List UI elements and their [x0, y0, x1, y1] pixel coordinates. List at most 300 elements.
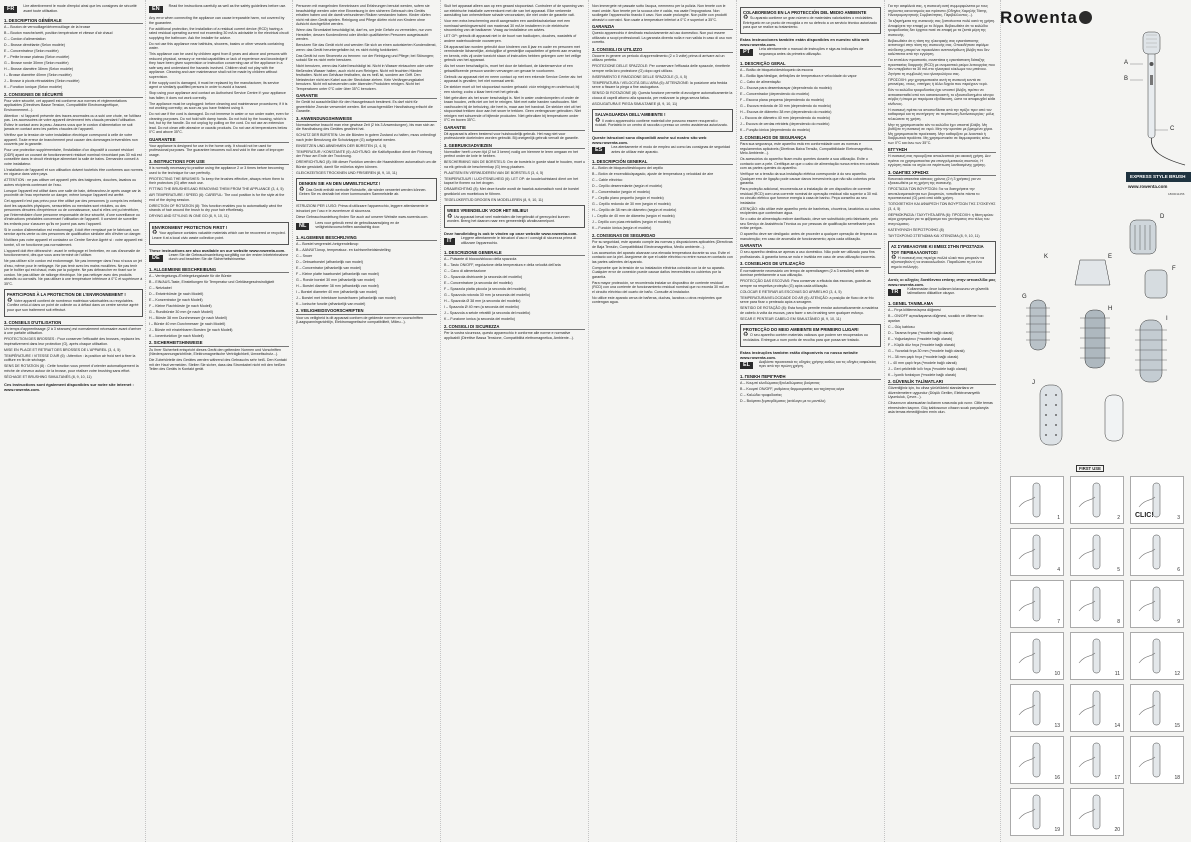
paragraph: A – Botón de bloqueo/desbloqueo del cepillo	[592, 166, 663, 171]
text-column	[592, 4, 733, 838]
paragraph: H – Escova de diâmetro 38 mm (dependendo do modelo)	[740, 110, 832, 115]
paragraph: TEMPÉRATURE / VITESSE D'AIR (6) : Attention : la position air froid sert à fixer la coiffure en fin de séchage.	[4, 353, 136, 363]
environment-box	[592, 109, 733, 132]
paragraph: ATTENTION : ne pas utiliser cet appareil près des baignoires, douches, lavabos ou autres récipients contenant de l'eau.	[4, 178, 137, 187]
paragraph: É normalmente necessário um tempo de aprendizagem (2 a 3 sessões) antes de dominar perfeitamente a sua utilização.	[740, 268, 869, 278]
paragraph: MISE EN PLACE ET RETRAIT DES BROSSES DE L'APPAREIL (3, 4, 5)	[4, 347, 121, 352]
paragraph: Η συσκευή πρέπει να αποσυνδέεται από την πρίζα: πριν από τον καθαρισμό και τη συντήρηση· σε περίπτωση δυσλειτουργίας· μόλις τελειώσετε τη χρήση.	[888, 107, 995, 121]
section-heading: 1. GENEL TANIMLAMA	[888, 301, 996, 307]
paragraph: Das Gerät ist vom Stromnetz zu trennen: vor der Reinigung und Pflege; bei Störungen; sobald Sie es nicht mehr benutzen.	[296, 53, 435, 62]
paragraph: Un temps d'apprentissage (2 à 3 séances) est normalement nécessaire avant d'arriver à une parfaite utilisation.	[4, 326, 142, 336]
paragraph: SCHUTZ DER BÜRSTEN: Um die Bürsten in gutem Zustand zu halten, muss unbedingt nach jeder Benutzung die Schutzkappe (G) aufgesetzt werden.	[296, 133, 436, 142]
usage-step-panel	[1070, 684, 1124, 732]
section-heading: 1. DESCRIZIONE GENERALE	[444, 250, 585, 256]
section-heading: 1. ALGEMENE BESCHRIJVING	[296, 235, 437, 241]
paragraph: It is normally necessary to practise using the appliance 2 or 3 times before becoming used to the technique for use perfectly.	[149, 166, 284, 175]
paragraph: B – Bouton marche/arrêt, position température et vitesse d'air chaud	[4, 31, 113, 36]
paragraph: Your appliance is designed for use in the home only. It should not be used for professional purposes. The guarantee becomes null and void in the case of improper usage.	[149, 143, 284, 157]
paragraph: Do not use this appliance near bathtubs, showers, basins or other vessels containing water.	[149, 41, 284, 50]
step-number: 2	[1117, 515, 1120, 521]
paragraph: Ihr Gerät ist ausschließlich für den Hausgebrauch bestimmt. Es darf nicht für gewerbliche Zwecke verwendet werden. Bei unsachgemäßer Handhabung erlischt die Garantie.	[296, 100, 433, 114]
environment-box-text: ♻ Η συσκευή σας περιέχει πολλά υλικά που μπορούν να αξιοποιηθούν ή να ανακυκλωθούν. Παραδώστε τη σε ένα σημείο συλλογής.	[891, 254, 985, 269]
paragraph: D – Spazzola districante (a seconda del modello)	[444, 275, 523, 280]
paragraph: G – Ronde borstel 30 mm (afhankelijk van model)	[296, 277, 376, 282]
paragraph: Pour une protection supplémentaire, l'installation d'un dispositif à courant résiduel (DDR) ayant un courant de fonctionnement résiduel nominal n'excédant pas 30 mA est conseillée dans le circuit électrique alimentant la salle de bains. Demandez conseil à votre installateur.	[4, 148, 142, 166]
paragraph: D – Entwirrbürste (je nach Modell)	[149, 291, 204, 296]
language-intro: Διαβάστε προσεκτικά τις οδηγίες χρήσης καθώς και τις οδηγίες ασφαλείας πριν από την πρώτη χρήση.	[759, 359, 877, 369]
usage-step-panel	[1070, 580, 1124, 628]
environment-box-title: PARTICIPONS À LA PROTECTION DE L'ENVIRONNEMENT !	[7, 292, 126, 298]
environment-box-title: WEES VRIENDELIJK VOOR HET MILIEU!	[447, 208, 528, 214]
step-number: 6	[1177, 567, 1180, 573]
environment-box	[4, 289, 143, 316]
paragraph: This appliance can be used by children aged from 8 years and above and persons with reduced physical, sensory or mental capabilities or lack of experience and knowledge if they have been given supervision or instruction concerning use of the appliance in a safe way and understand the hazards involved. Children shall not play with the appliance. Cleaning and user maintenance shall not be made by children without supervision.	[149, 52, 288, 79]
paragraph: ΤΑΥΤΟΧΡΟΝΟ ΣΤΕΓΝΩΜΑ ΚΑΙ ΧΤΕΝΙΣΜΑ (8, 9, 10, 11)	[888, 233, 980, 238]
environment-box	[888, 241, 996, 273]
text-column	[740, 4, 881, 838]
figure-letter: D	[1160, 214, 1165, 220]
paragraph: A – Pulsante di blocco/sblocco della spazzola	[444, 257, 517, 262]
paragraph: D – Cepillo desenredante (según el modelo)	[592, 184, 663, 189]
section-heading: 1. DESCRIPCIÓN GENERAL	[592, 159, 733, 165]
step-number: 7	[1057, 619, 1060, 625]
usage-step-panel	[1130, 632, 1184, 680]
step-number: 12	[1174, 671, 1180, 677]
paragraph: O seu aparelho destina-se apenas a uso doméstico. Não pode ser utilizado para fins profissionais. A garantia torna-se nula e inválida em caso de uma utilização incorreta.	[740, 250, 876, 259]
paragraph: Personen mit mangelnden Kenntnissen und Erfahrungen benutzt werden, sofern sie beaufsichtigt werden oder eine Einweisung in den sicheren Gebrauch des Geräts erhalten haben und die damit verbundenen Risiken verstanden haben. Kinder dürfen nicht mit dem Gerät spielen. Reinigung und Pflege dürfen nicht von Kindern ohne Aufsicht durchgeführt werden.	[296, 4, 431, 26]
usage-step-panel	[1010, 684, 1064, 732]
language-intro: Lea atentamente el modo de empleo así como las consignas de seguridad antes de utilizar este aparato.	[611, 145, 731, 154]
paragraph: Questo apparecchio è destinato esclusivamente ad uso domestico. Non può essere utilizzato a scopi professionali. La garanzia diventa nulla e non valida in caso di uso non corretto.	[592, 31, 732, 45]
logo-mark-icon	[1079, 11, 1092, 24]
paragraph: Attention : si l'appareil présente des traces anormales ou a subi une chute, ne l'utilisez pas. Les accessoires de votre appareil deviennent très chauds pendant l'utilisation. Évitez le contact avec la peau. Assurez-vous que le cordon d'alimentation ne soit jamais en contact avec les parties chaudes de l'appareil.	[4, 113, 142, 132]
environment-box-title: COLABOREMOS EN LA PROTECCIÓN DEL MEDIO AMBIENTE	[743, 10, 867, 15]
paragraph: L'appareil doit être débranché : avant le nettoyage et l'entretien, en cas d'anomalie de fonctionnement, dès que vous avez terminé de l'utiliser.	[4, 248, 141, 258]
paragraph: Niet gebruiken als het snoer beschadigd is. Niet in water onderdompelen of onder de kraan houden, zelfs niet om het te reinigen. Niet met natte handen vasthouden. Niet vasthouden bij de behuizing, die heet is, maar aan het handvat. De stekker niet uit het stopcontact trekken door aan het snoer te trekken. Geen verlengsnoer gebruiken. Niet reinigen met schurende of bijtende producten. Niet gebruiken bij temperaturen onder 0°C en boven 35°C.	[444, 95, 581, 122]
paragraph: F – Spazzola piatta piccola (a seconda del modello)	[444, 287, 527, 292]
document-code: 1800011256	[1168, 192, 1185, 196]
language-tag: ES	[592, 147, 605, 154]
website-note: Ces instructions sont également disponibles sur notre site internet : www.rowenta.com.	[4, 382, 134, 393]
paragraph: G – Spazzola rotonda 30 mm (a seconda del modello)	[444, 293, 531, 298]
brand-logo	[1000, 8, 1092, 28]
language-tag: EN	[149, 6, 163, 13]
paragraph: SENSO DI ROTAZIONE (8): Questa funzione permette di avvolgere automaticamente la ciocca di capelli attorno alla spazzola, per realizzare la piega senza fatica.	[592, 91, 733, 100]
concentrator	[1075, 260, 1110, 285]
paragraph: TEMPERATURA / VELOCITÀ DELL'ARIA (6): ATTENZIONE: la posizione aria fredda serve a fissare la piega a fine asciugatura.	[592, 80, 728, 90]
step-illustration	[1071, 581, 1123, 627]
detangling-brush	[1130, 220, 1156, 254]
paragraph: E – Yoğunlaştırıcı (*modele bağlı olarak)	[888, 336, 953, 341]
usage-step-panel	[1130, 528, 1184, 576]
section-heading: 3. CONSELHOS DE UTILIZAÇÃO	[740, 261, 881, 267]
usage-step-panel	[1070, 632, 1124, 680]
section-heading: 1. ΓΕΝΙΚΗ ΠΕΡΙΓΡΑΦΗ	[740, 374, 881, 380]
paragraph: SENTIDO DE ROTAÇÃO (8): Esta função permite enrolar automaticamente a madeixa de cabelo à volta da escova, para fazer o seu brushing sem qualquer esforço.	[740, 306, 879, 315]
paragraph: Para mayor protección, se recomienda instalar un dispositivo de corriente residual (RCD) con una corriente de funcionamiento residual nominal que no exceda 30 mA en el circuito eléctrico del cuarto de baño. Consulte al instalador.	[592, 280, 730, 294]
step-number: 18	[1174, 775, 1180, 781]
language-header	[296, 221, 437, 233]
paragraph: Vérifiez que la tension de votre installation électrique correspond à celle de votre appareil. Toute erreur de branchement peut causer des dommages irréversibles non couverts par la garantie.	[4, 133, 138, 147]
paragraph: DIRECTION OF ROTATION (8): This function enables you to automatically wind the strands of hair around the brush to dry your hair effortlessly.	[149, 203, 283, 213]
paragraph: FITTING THE BRUSHES AND REMOVING THEM FROM THE APPLIANCE (3, 4, 5)	[149, 187, 284, 192]
lock-button	[1150, 62, 1154, 66]
environment-box-title: PROTECÇÃO DO MEIO AMBIENTE EM PRIMEIRO LUGAR!	[743, 327, 859, 333]
paragraph: F – Cepillo plano pequeño (según el modelo)	[592, 196, 664, 201]
usage-step-panel	[1010, 788, 1064, 836]
paragraph: Μην τη χρησιμοποιείτε εάν το καλώδιο έχει υποστεί βλάβη. Μη βυθίζετε τη συσκευή σε νερό. Μην την κρατάτε με βρεγμένα χέρια. Μη χρησιμοποιείτε προέκταση. Μην καθαρίζετε με λειαντικά ή διαβρωτικά προϊόντα. Μη χρησιμοποιείτε σε θερμοκρασίες κάτω των 0°C και άνω των 35°C.	[888, 122, 993, 145]
paragraph: The appliance must be unplugged: before cleaning and maintenance procedures; if it is not working correctly; as soon as you have finished using it.	[149, 101, 288, 110]
section-heading: 2. GÜVENLİK TALİMATLARI	[888, 379, 996, 385]
paragraph: E – Concentrator (afhankelijk van model)	[296, 265, 362, 270]
brush-handle	[1148, 48, 1155, 138]
power-switch	[1150, 75, 1153, 85]
paragraph: A – Κουμπί κλειδώματος/ξεκλειδώματος βούρτσας	[740, 380, 820, 385]
environment-box-text: ♻ Su aparato contiene un gran número de materiales valorizables o reciclables. Entréguelo en un punto de recogida o en su defecto a un servicio técnico autorizado para que se realice su tratamiento.	[743, 15, 878, 30]
paragraph: Se o cabo de alimentação estiver danificado, deve ser substituído pelo fabricante, pelo seu Serviço de Assistência Técnica ou por pessoas de qualificação semelhante para evitar perigos.	[740, 217, 879, 231]
step-number: 13	[1054, 723, 1060, 729]
paragraph: I – 40 mm çaplı fırça (*modele bağlı olarak)	[888, 360, 957, 365]
paragraph: PROTECÇÃO DAS ESCOVAS: Para conservar a eficácia das escovas, guarde-as sempre na respetiva proteção (G) após cada utilização.	[740, 279, 871, 288]
paragraph: F – Kleine Flachbürste (je nach Modell)	[149, 303, 212, 308]
step-illustration	[1071, 529, 1123, 575]
section-heading: GARANTIE	[444, 125, 585, 131]
language-tag: NL	[296, 223, 309, 230]
website-note: Αυτές οι οδηγίες διατίθενται επίσης στην ιστοσελίδα μας www.rowenta.com.	[888, 276, 996, 287]
paragraph: Benutzen Sie das Gerät nicht und wenden Sie sich an einen autorisierten Kundendienst, wenn: das Gerät heruntergefallen ist; es nicht richtig funktioniert.	[296, 43, 437, 52]
retractable-brush	[1040, 385, 1062, 445]
language-header	[4, 4, 143, 16]
paragraph: J – Spazzola a setole retrattili (a seconda del modello)	[444, 311, 531, 316]
section-heading: 2. CONSIGLI DI SICUREZZA	[444, 324, 585, 330]
paragraph: Para sua segurança, este aparelho está em conformidade com as normas e regulamentos aplicáveis (Diretivas Baixa Tensão, Compatibilidade Eletromagnética, Meio Ambiente...).	[740, 142, 873, 156]
usage-step-panel	[1010, 736, 1064, 784]
step-number: 3	[1177, 515, 1180, 521]
protective-cap	[1105, 395, 1123, 441]
fold-line	[440, 0, 441, 842]
paragraph: J – Geri çekilebilir kıllı fırça (*modele bağlı olarak)	[888, 366, 967, 371]
language-header	[444, 236, 585, 248]
language-intro: Leia atentamente o manual de instruções e siga as indicações de segurança antes da primeira utilização.	[759, 47, 864, 56]
paragraph: LET OP: gebruik dit apparaat niet in de buurt van badkuipen, douches, wastafels of andere waterhoudende voorwerpen.	[444, 34, 577, 43]
language-header	[740, 47, 881, 59]
paragraph: K – Função iónica (dependendo do modelo)	[740, 128, 810, 133]
paragraph: K – Ionenfunktion (je nach Modell)	[149, 333, 204, 338]
language-header	[149, 253, 289, 265]
paragraph: Cihazınızın aksesuarları kullanım sırasında çok ısınır. Ciltle temas etmesinden kaçının. Güç kablosunun cihazın sıcak parçalarıyla asla temas etmediğinden emin olun.	[888, 401, 993, 415]
section-heading: GARANTIA	[740, 243, 881, 249]
paragraph: INSERIMENTO E RIMOZIONE DELLE SPAZZOLE (3, 4, 5)	[592, 74, 687, 79]
paragraph: Voor uw veiligheid is dit apparaat conform de geldende normen en voorschriften (Laagspanningsrichtlijn, Elektromagnetische compatibiliteit, Milieu...).	[296, 315, 424, 325]
paragraph: Lorsque l'appareil est utilisé dans une salle de bain, débranchez-le après usage car la proximité de l'eau représente un danger, même lorsque l'appareil est arrêté.	[4, 188, 141, 198]
figure-letter: F	[1172, 266, 1176, 272]
website: www.rowenta.com	[1128, 184, 1168, 189]
language-intro: Lire attentivement le mode d'emploi ainsi que les consignes de sécurité avant toute utilisation.	[23, 4, 137, 13]
paragraph: J – Cepillo con púas retráctiles (según el modelo)	[592, 220, 671, 225]
paragraph: C – Cordon d'alimentation	[4, 37, 46, 42]
step-illustration	[1071, 477, 1123, 523]
paragraph: Die Zubehörteile des Gerätes werden während des Gebrauchs sehr heiß. Den Kontakt mit der Haut vermeiden. Stellen Sie sicher, dass das Stromkabel nicht mit den heißen Teilen des Geräts in Kontakt gerät.	[149, 358, 287, 372]
paragraph: G – Brosse ronde 30mm (Selon modèle)	[4, 61, 69, 66]
usage-step-panel	[1070, 788, 1124, 836]
language-tag: PT	[740, 49, 753, 56]
paragraph: Wenn das Stromkabel beschädigt ist, darf es, um jede Gefahr zu vermeiden, nur vom Hersteller, dessen Kundendienst oder ähnlich qualifizierten Personen ausgetauscht werden.	[296, 28, 432, 41]
paragraph: Zu Ihrer Sicherheit entspricht dieses Gerät den geltenden Normen und Vorschriften (Niederspannungsrichtlinie, Elektromagnetische Verträglichkeit, Umweltschutz...).	[149, 347, 282, 357]
step-number: 14	[1114, 723, 1120, 729]
first-use-label: FIRST USE	[1076, 465, 1104, 472]
recycle-icon: ♻	[299, 186, 307, 193]
paragraph: Any error when connecting the appliance can cause irreparable harm, not covered by the guarantee.	[149, 16, 285, 25]
step-number: 10	[1054, 671, 1060, 677]
environment-box	[296, 178, 437, 201]
paragraph: SECAR E PENTEAR CABELO EM SIMULTÂNEO (8, 9, 10, 11)	[740, 316, 841, 321]
recycle-icon: ♻	[743, 332, 751, 339]
recycle-icon: ♻	[152, 230, 160, 237]
accessories-illustration	[1010, 200, 1190, 460]
fold-line	[884, 0, 885, 842]
product-name: EXPRESS STYLE BRUSH	[1126, 172, 1191, 182]
step-number: 11	[1114, 671, 1120, 677]
paragraph: TEMPERATUR / KONSTANTE (6): ACHTUNG: die Kaltluftposition dient der Fixierung der Frisur am Ende der Trocknung.	[296, 149, 433, 159]
paragraph: J – Bürste mit einziehbaren Borsten (je nach Modell)	[149, 327, 233, 332]
paragraph: Als het snoer beschadigd is, moet het door de fabrikant, de klantenservice of een gekwalificeerde persoon worden vervangen om gevaar te voorkomen.	[444, 64, 573, 73]
paragraph: D – Escova para desembaraçar (dependendo do modelo)	[740, 86, 832, 91]
paragraph: Stop using your appliance and contact an Authorised Service Centre if: your appliance has fallen; it does not work correctly.	[149, 91, 286, 100]
paragraph: D – Brosse démêlante (Selon modèle)	[4, 43, 65, 48]
usage-step-panel	[1010, 528, 1064, 576]
usage-step-panel	[1070, 528, 1124, 576]
step-illustration	[1131, 529, 1183, 575]
section-heading: 2. VEILIGHEIDSVOORSCHRIFTEN	[296, 308, 437, 314]
paragraph: I – Spazzola Ø 40 mm (a seconda del modello)	[444, 305, 519, 310]
paragraph: ΚΑΤΕΥΘΥΝΣΗ ΠΕΡΙΣΤΡΟΦΗΣ (8)	[888, 227, 944, 232]
paragraph: Non immergete né passate sotto l'acqua, nemmeno per la pulizia. Non tenete con le mani umide. Non tenete per la scocca che è calda, ma usate l'impugnatura. Non scollegate l'apparecchio tirando il cavo. Non usate prolunghe. Non pulite con prodotti abrasivi o corrosivi. Non usate a temperature inferiori a 0°C e superiori a 35°C.	[592, 4, 727, 22]
paragraph: C – Güç kablosu	[888, 324, 915, 329]
language-tag: TR	[888, 289, 901, 296]
paragraph: Normaliter heeft u even tijd (2 tot 3 keren) nodig om hiermee te leren omgaan en het perfect onder de knie te hebben.	[444, 149, 579, 159]
round-brush-30	[1030, 300, 1046, 350]
usage-step-panel	[1130, 684, 1184, 732]
environment-box	[149, 222, 289, 245]
paragraph: G – Cepillo redondo de 30 mm (según el modelo)	[592, 202, 671, 207]
language-tag: EL	[740, 362, 753, 369]
paragraph: GLEICHZEITIGES TROCKNEN UND FRISIEREN (8, 9, 10, 11)	[296, 170, 397, 175]
step-number: 9	[1177, 619, 1180, 625]
paragraph: C – Καλώδιο τροφοδοσίας	[740, 392, 782, 397]
step-illustration	[1011, 581, 1063, 627]
environment-box	[740, 7, 881, 34]
paragraph: I – Brosse diamètre 40mm (Selon modèle)	[4, 73, 72, 78]
paragraph: Για επιπλέον προστασία, συνιστάται η εγκατάσταση διάταξης προστασίας διαρροής (RCD) με ονομαστικό ρεύμα λειτουργίας που δεν υπερβαίνει τα 30 mA στο ηλεκτρικό κύκλωμα του μπάνιου. Ζητήστε τη συμβουλή του ηλεκτρολόγου σας.	[888, 58, 995, 76]
paragraph: O aparelho deve ser desligado: antes de proceder a qualquer operação de limpeza ou manutenção; em caso de anomalia de funcionamento; após cada utilização.	[740, 232, 878, 241]
usage-step-panel	[1010, 580, 1064, 628]
paragraph: E – Konzentrator (je nach Modell)	[149, 297, 203, 302]
paragraph: F – Kleine platte haarborstel (afhankelijk van model)	[296, 271, 379, 276]
recycle-icon: ♻	[595, 117, 603, 124]
section-heading: 3. INSTRUCTIONS FOR USE	[149, 159, 289, 165]
website-note: Estas instruções também estão disponíveis no nosso website www.rowenta.com.	[740, 349, 858, 360]
paragraph: K – Ionische functie (afhankelijk van model)	[296, 301, 366, 306]
fold-line	[736, 0, 737, 842]
paragraph: K – Función iónica (según el modelo)	[592, 226, 652, 231]
paragraph: COLOCAR E RETIRAR AS ESCOVAS DO APARELHO (3, 4, 5)	[740, 289, 842, 294]
power-cord	[1151, 138, 1185, 165]
paragraph: L'installation de l'appareil et son utilisation doivent toutefois être conformes aux normes en vigueur dans votre pays.	[4, 167, 143, 177]
paragraph: ASCIUGATURA E PIEGA SIMULTANEE (8, 9, 10, 11)	[592, 101, 678, 106]
environment-box-text: ♻ Uw apparaat bevat veel materialen die hergebruikt of gerecycled kunnen worden. Breng het daarom naar een gemeentelijk afvalinzamelpunt.	[447, 213, 570, 224]
environment-box-title: ENVIRONMENT PROTECTION FIRST !	[152, 224, 228, 230]
paragraph: C – Cable eléctrico	[592, 178, 623, 183]
paragraph: D – Ontwarborstel (afhankelijk van model)	[296, 259, 363, 264]
brush-40	[1140, 320, 1162, 382]
paragraph: Κανονικά απαιτείται κάποιος χρόνος (2 ή 3 χρήσεις) για να εξοικειωθείτε με τη χρήση της συσκευής.	[888, 176, 981, 186]
section-heading: 2. CONSIGNAS DE SEGURIDAD	[592, 233, 733, 239]
website-note: Deze handleiding is ook te vinden op onze website www.rowenta.com.	[444, 231, 578, 237]
paragraph: Por su seguridad, este aparato cumple las normas y disposiciones aplicables (Directivas de Baja Tensión, Compatibilidad Electromagnética, Medio ambiente...).	[592, 240, 733, 249]
paragraph: B – Botón de encendido/apagado, ajuste de temperatura y velocidad de aire	[592, 172, 714, 177]
paragraph: Diese Gebrauchsanleitung finden Sie auch auf unserer Website www.rowenta.com.	[296, 214, 429, 219]
paragraph: A – Verriegelungs-/Entriegelungstaste für die Bürste	[149, 273, 232, 278]
recycle-icon: ♻	[743, 15, 751, 22]
figure-letter: A	[1124, 60, 1129, 66]
section-heading: 3. ΟΔΗΓΙΕΣ ΧΡΗΣΗΣ	[888, 170, 996, 176]
paragraph: B – Κουμπί ON/OFF, ρυθμίσεις θερμοκρασίας και ταχύτητας αέρα	[740, 386, 845, 391]
paragraph: Dit apparaat kan worden gebruikt door kinderen van 8 jaar en ouder en personen met verminderde lichamelijke, zintuiglijke of geestelijke capaciteiten of gebrek aan ervaring en kennis, mits zij onder toezicht staan of instructies hebben gekregen over het veilige gebruik van het apparaat.	[444, 44, 582, 62]
language-header	[740, 360, 881, 372]
paragraph: De stekker moet uit het stopcontact worden gehaald: vóór reiniging en onderhoud; bij een storing; zodra u klaar bent met het gebruik.	[444, 85, 580, 94]
environment-box	[444, 205, 585, 228]
paragraph: TEGELIJKERTIJD DROGEN EN MODELLEREN (8, 9, 10, 11)	[444, 197, 544, 202]
paragraph: Occorre in genere un periodo di apprendimento (2 o 3 volte) prima di arrivare ad un utilizzo perfetto.	[592, 53, 725, 63]
paragraph: J – Borstel met intrekbare borstelharen (afhankelijk van model)	[296, 295, 396, 300]
paragraph: C – Netzkabel	[149, 285, 172, 290]
paragraph: Gebruik uw apparaat niet en neem contact op met een erkende Service Center als: het apparaat is gevallen; het niet normaal werkt.	[444, 74, 583, 83]
language-tag: IT	[444, 238, 455, 245]
language-intro: Lesen Sie die Gebrauchsanleitung sorgfältig vor der ersten Inbetriebnahme durch und beachten Sie die Sicherheitshinweise.	[168, 252, 289, 262]
paragraph: H – Brosse diamètre 38mm (Selon modèle)	[4, 67, 74, 72]
figure-letter: J	[1032, 380, 1035, 386]
paragraph: ATENÇÃO: não utilize este aparelho perto de banheiras, chuveiros, lavatórios ou outros recipientes que contenham água.	[740, 206, 880, 216]
paragraph: F – Escova plana pequena (dependendo do modelo)	[740, 98, 824, 103]
step-number: 4	[1057, 567, 1060, 573]
usage-step-panel	[1070, 736, 1124, 784]
section-heading: GARANTIE	[296, 93, 437, 99]
usage-step-panel	[1010, 476, 1064, 524]
paragraph: Per la vostra sicurezza, questo apparecchio è conforme alle norme e normative applicabili (Direttive Bassa Tensione, Compatibilità elettromagnetica, Ambiente...).	[444, 331, 574, 340]
step-number: 20	[1114, 827, 1120, 833]
paragraph: Pour votre sécurité, cet appareil est conforme aux normes et réglementations applicables (Directives Basse Tension, Compatibilité Electromagnétique, Environnement...).	[4, 98, 127, 112]
paragraph: ΘΕΡΜΟΚΡΑΣΙΑ / ΤΑΧΥΤΗΤΑ ΑΕΡΑ (6): ΠΡΟΣΟΧΗ: η θέση κρύου αέρα χρησιμεύει για το φιξάρισμα του χτενίσματος στο τέλος του στεγνώματος.	[888, 212, 994, 226]
paragraph: D – Tarama fırçası (*modele bağlı olarak)	[888, 330, 954, 335]
paragraph: Dit apparaat is alleen bestemd voor huishoudelijk gebruik. Het mag niet voor professionele doeleinden worden gebruikt. Bij oneigenlijk gebruik vervalt de garantie.	[444, 131, 579, 141]
clic-label: CLIC!	[1135, 512, 1154, 519]
paragraph: J – Brosse à picots rétractables (Selon modèle)	[4, 79, 80, 84]
section-heading: 2. SICHERHEITSHINWEISE	[149, 340, 289, 346]
paragraph: TEMPERATUUR / LUCHTSNELHEID (6): LET OP: de koudeluchtstand dient om het kapsel te fixeren na het drogen.	[444, 176, 579, 186]
text-column	[149, 4, 289, 838]
paragraph: F – Petite brosse plateau (Selon modèle)	[4, 55, 70, 60]
section-heading: 2. CONSIGNES DE SÉCURITÉ	[4, 92, 143, 98]
paragraph: H – Bürste 38 mm Durchmesser (je nach Modell)	[149, 315, 227, 320]
paragraph: Güvenliğiniz için, bu cihaz yürürlükteki standartlara ve düzenlemelere uygundur (Düşük Gerilim, Elektromanyetik Uyumluluk, Çevre...).	[888, 386, 980, 400]
paragraph: E – Concentrador (dependendo do modelo)	[740, 92, 810, 97]
paragraph: ISTRUZIONI PER L'USO: Prima di utilizzare l'apparecchio, leggere attentamente le istruzioni per l'uso e le avvertenze di sicurezza.	[296, 204, 429, 213]
section-heading: 1. DESCRIPTION GÉNÉRALE	[4, 18, 143, 24]
paragraph: K – Funzione ionica (a seconda del modello)	[444, 317, 515, 322]
paragraph: DRYING AND STYLING IN ONE GO (8, 9, 10, 11)	[149, 214, 229, 219]
paragraph: Los accesorios del aparato alcanzan una elevada temperatura durante su uso. Evite el contacto con la piel. Asegúrese de que el cable eléctrico no entre nunca en contacto con las partes calientes del aparato.	[592, 250, 733, 264]
environment-box-text: ♻ Your appliance contains valuable materials which can be recovered or recycled. Leave it at a local civic waste collection point.	[152, 230, 286, 240]
step-illustration	[1011, 477, 1063, 523]
paragraph: H – Cepillo de 38 mm de diámetro (según el modelo)	[592, 208, 677, 213]
paragraph: B – ON/OFF açma/kapama düğmesi, sıcaklık ve üfleme hızı ayarları	[888, 314, 984, 323]
paragraph: Si le cordon d'alimentation est endommagé, il doit être remplacé par le fabricant, son service après-vente ou des personnes de qualification similaire afin d'éviter un danger.	[4, 227, 142, 237]
step-number: 1	[1057, 515, 1060, 521]
environment-box-text: ♻ O seu aparelho contém materiais valiosos que podem ser recuperados ou reciclados. Entregue-o num ponto de recolha para que possa ser tratado.	[743, 332, 868, 342]
step-illustration	[1131, 581, 1183, 627]
step-illustration	[1011, 529, 1063, 575]
language-header	[888, 287, 996, 299]
language-intro: Leggere attentamente le istruzioni d'uso e i consigli di sicurezza prima di utilizzare l'apparecchio.	[460, 236, 577, 245]
environment-box-title: ΑΣ ΣΥΜΒΑΛΟΥΜΕ ΚΙ ΕΜΕΙΣ ΣΤΗΝ ΠΡΟΣΤΑΣΙΑ ΤΟΥ ΠΕΡΙΒΑΛΛΟΝΤΟΣ!	[891, 244, 984, 255]
paragraph: TEMPERATURA/VELOCIDADE DO AR (6): ATENÇÃO: a posição de fluxo de ar frio serve para fixar o penteado após a secagem.	[740, 295, 874, 305]
language-intro: Kullanmadan önce kullanım kılavuzunu ve güvenlik talimatlarını dikkatlice okuyun.	[907, 286, 989, 296]
paragraph: Normalerweise braucht man eine gewisse Zeit (2 bis 3 Anwendungen), bis man sich an die Handhabung des Gerätes gewöhnt hat.	[296, 122, 435, 132]
paragraph: If the supply cord is damaged, it must be replaced by the manufacturer, its service agent or similarly qualified persons in order to avoid a hazard.	[149, 80, 280, 89]
paragraph: A – Fırça kilitleme/açma düğmesi	[888, 308, 941, 313]
paragraph: Εάν το καλώδιο τροφοδοσίας έχει υποστεί βλάβη, πρέπει να αντικατασταθεί από τον κατασκευαστή, το εξουσιοδοτημένο κέντρο σέρβις ή άτομα με παρόμοια εξειδίκευση, ώστε να αποφευχθεί κάθε κίνδυνος.	[888, 88, 996, 106]
environment-box-text: ♻ Votre appareil contient de nombreux matériaux valorisables ou recyclables. Confiez celui-ci dans un point de collecte ou à défaut dans un centre service agréé pour que son traitement soit effectué.	[7, 297, 139, 312]
paragraph: No utilice este aparato cerca de bañeras, duchas, lavabos u otros recipientes que contengan agua.	[592, 295, 722, 305]
paragraph: B – Botão ligar/desligar, definições de temperatura e velocidade do vapor	[740, 74, 857, 79]
language-intro: Read the instructions carefully as well as the safety guidelines before use.	[168, 4, 287, 8]
paragraph: PROTECTING THE BRUSHES: To keep the brushes effective, always return them to their protectors (G) after each use.	[149, 176, 285, 186]
step-number: 16	[1054, 775, 1060, 781]
paragraph: A – Borstel vergrendel-/ontgrendelknop	[296, 241, 359, 246]
paragraph: Η συσκευή σας προορίζεται αποκλειστικά για οικιακή χρήση. Δεν πρέπει να χρησιμοποιείται για επαγγελματικούς σκοπούς. Η εγγύηση παύει να ισχύει σε περίπτωση λανθασμένης χρήσης.	[888, 154, 991, 168]
figure-letter: I	[1166, 316, 1168, 322]
paragraph: Compruebe que la tensión de su instalación eléctrica coincida con la de su aparato. Cualquier error de conexión puede causar daños irreversibles no cubiertos por la garantía.	[592, 265, 726, 279]
usage-step-panel	[1130, 580, 1184, 628]
paragraph: EINSETZEN UND ABNEHMEN DER BÜRSTEN (3, 4, 5)	[296, 143, 387, 148]
section-heading: 3. GEBRUIKSADVIEZEN	[444, 143, 585, 149]
paragraph: I – Escova de diâmetro 40 mm (dependendo do modelo)	[740, 116, 830, 121]
small-flat-brush	[1145, 270, 1167, 298]
paragraph: H – Spazzola Ø 38 mm (a seconda del modello)	[444, 299, 521, 304]
usage-step-panel	[1010, 632, 1064, 680]
paragraph: Τα εξαρτήματα της συσκευής σας ζεσταίνονται πολύ κατά τη χρήση. Αποφύγετε την επαφή με το δέρμα. Βεβαιωθείτε ότι το καλώδιο τροφοδοσίας δεν έρχεται ποτέ σε επαφή με τα ζεστά μέρη της συσκευής.	[888, 19, 996, 37]
recycle-icon: ♻	[891, 254, 899, 261]
figure-letter: B	[1124, 76, 1129, 82]
paragraph: Do not use if the cord is damaged. Do not immerse in water or run under water, even for cleaning purposes. Do not hold with damp hands. Do not hold by the housing, which is hot, but by the handle. Do not unplug by pulling on the cord. Do not use an extension lead. Do not clean with abrasive or caustic products. Do not use at temperatures below 0°C and above 35°C.	[149, 112, 289, 134]
paragraph: Verifique se a tensão da sua instalação elétrica corresponde à do seu aparelho. Qualquer erro de ligação pode causar danos irreversíveis que não são cobertos pela garantia.	[740, 172, 875, 186]
paragraph: Nicht benutzen, wenn das Kabel beschädigt ist. Nicht in Wasser eintauchen oder unter fließendes Wasser halten, auch nicht zum Reinigen. Nicht mit feuchten Händen festhalten. Nicht am Gehäuse festhalten, da es heiß ist, sondern am Griff. Den Netzstecker nicht am Kabel aus der Steckdose ziehen. Kein Verlängerungskabel benutzen. Nicht mit scheuernden oder ätzenden Produkten reinigen. Nicht bei Temperaturen unter 0°C oder über 35°C benutzen.	[296, 64, 434, 91]
paragraph: F – Küçük düz fırça (*modele bağlı olarak)	[888, 342, 956, 347]
figure-letter: H	[1108, 306, 1113, 312]
paragraph: C – Cavo di alimentazione	[444, 269, 486, 274]
paragraph: Για την ασφάλειά σας, η συσκευή αυτή συμμορφώνεται με τους ισχύοντες κανονισμούς και πρότυπα (Οδηγίες Χαμηλής Τάσης, Ηλεκτρομαγνητικής Συμβατότητας, Περιβάλλοντος...).	[888, 4, 989, 17]
figure-letter: E	[1108, 254, 1113, 260]
section-heading: 3. CONSIGLI DI UTILIZZO	[592, 47, 733, 53]
paragraph: A – Botão de bloqueio/desbloqueio da escova	[740, 68, 813, 73]
environment-box-text: ♻ Das Gerät enthält wertvolle Rohstoffe, die wieder verwertet werden können. Geben Sie es deshalb bei einer kommunalen Sammelstelle ab.	[299, 186, 427, 197]
paragraph: I – Bürste 40 mm Durchmesser (je nach Modell)	[149, 321, 226, 326]
section-heading: GARANZIA	[592, 24, 733, 30]
paragraph: ΠΡΟΣΟΧΗ: μην χρησιμοποιείτε αυτή τη συσκευή κοντά σε μπανιέρες, ντους, νιπτήρες ή άλλα δοχεία που περιέχουν νερό.	[888, 77, 988, 86]
paragraph: PROTEZIONE DELLE SPAZZOLE: Per conservare l'efficacia delle spazzole, rimetterle sempre nella loro protezione (G) dopo ogni utilizzo.	[592, 64, 730, 73]
paragraph: E – Concentrador (según el modelo)	[592, 190, 650, 195]
text-column	[888, 4, 996, 838]
